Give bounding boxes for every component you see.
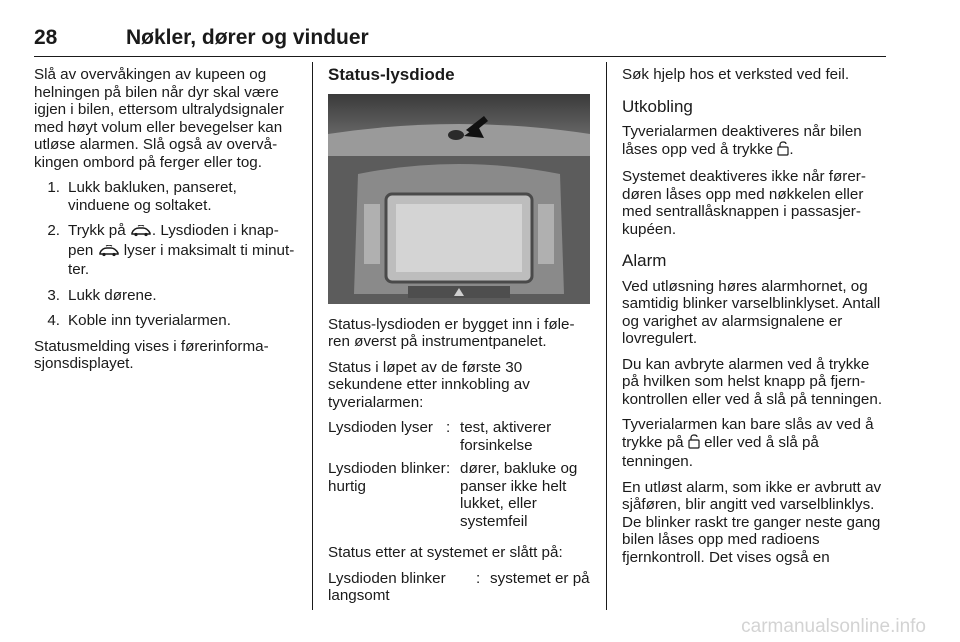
column-divider — [312, 62, 313, 610]
list-item: 3. Lukk dørene. — [47, 286, 157, 304]
unlock-icon — [777, 141, 789, 161]
alarm-paragraph-3: Tyverialarmen kan bare slås av ved å trykke på eller ved å slå på tenningen. — [622, 416, 874, 470]
dashboard-photo — [328, 94, 590, 304]
column-divider — [606, 62, 607, 610]
page-number: 28 — [34, 26, 58, 49]
column-left — [34, 66, 299, 381]
list-item: 4. Koble inn tyverialarmen. — [47, 312, 231, 329]
alarm-paragraph-2: Du kan avbryte alarmen ved å trykke på hvilken som helst knapp på fjernkontrollen eller ved å slå på tenningen. — [622, 355, 883, 408]
car-sensor-icon — [98, 244, 120, 262]
alarm-paragraph-4: En utløst alarm, som ikke er avbrutt av sjåføren, blir angitt ved varselblinklys. De blinker raskt tre ganger neste gang bilen låses opp med radioens fjernkontroll. Det vises også en — [622, 478, 882, 566]
status-intro: Status i løpet av de første 30 sekundene etter innkobling av tyverialarmen: — [328, 358, 530, 411]
utkobling-paragraph-2: Systemet deaktiveres ikke når førerdøren låses opp med nøkkelen eller med sentrallåsknappen i passasjerkupéen. — [622, 168, 866, 238]
outro-paragraph: Statusmelding vises i førerinformasjonsdisplayet. — [34, 337, 269, 372]
steps-list — [34, 179, 299, 330]
watermark: carmanualsonline.info — [741, 616, 926, 637]
page-title: Nøkler, dører og vinduer — [126, 26, 369, 49]
car-sensor-icon — [130, 224, 152, 242]
help-paragraph: Søk hjelp hos et verksted ved feil. — [622, 66, 850, 83]
section-title-alarm: Alarm — [622, 251, 667, 270]
table-row: Lysdioden blinker langsomt : systemet er på — [328, 569, 590, 604]
utkobling-paragraph: Tyverialarmen deaktiveres når bilen låses opp ved å trykke . — [622, 123, 888, 160]
intro-paragraph: Slå av overvåkingen av kupeen og helningen på bilen når dyr skal være igjen i bilen, ettersom ultralydsignaler med høyt volum eller bevegelser kan utløse alarmen. Slå også av overvåkingen ombord på ferger eller tog. — [34, 66, 284, 171]
page-header — [34, 26, 886, 57]
status-after: Status etter at systemet er slått på: — [328, 544, 563, 561]
column-middle — [328, 66, 590, 611]
image-caption: Status-lysdioden er bygget inn i føleren øverst på instrumentpanelet. — [328, 315, 575, 350]
list-item: 2. Trykk på . Lysdioden i knappen lyser i maksimalt ti minutter. — [47, 222, 295, 278]
table-row: Lysdioden lyser : test, aktiverer forsinkelse — [328, 419, 552, 454]
alarm-paragraph-1: Ved utløsning høres alarmhornet, og samtidig blinker varselblinklyset. Antall og varighet av alarmsignalene er lovregulert. — [622, 277, 881, 347]
section-title-utkobling: Utkobling — [622, 96, 693, 116]
table-row: Lysdioden blinker hurtig : dører, bakluke og panser ikke helt lukket, eller systemfeil — [328, 460, 578, 530]
column-right — [622, 66, 888, 574]
section-title: Status-lysdiode — [328, 65, 455, 84]
unlock-icon — [688, 434, 700, 454]
list-item: 1. Lukk bakluken, panseret, vinduene og soltaket. — [47, 179, 237, 214]
